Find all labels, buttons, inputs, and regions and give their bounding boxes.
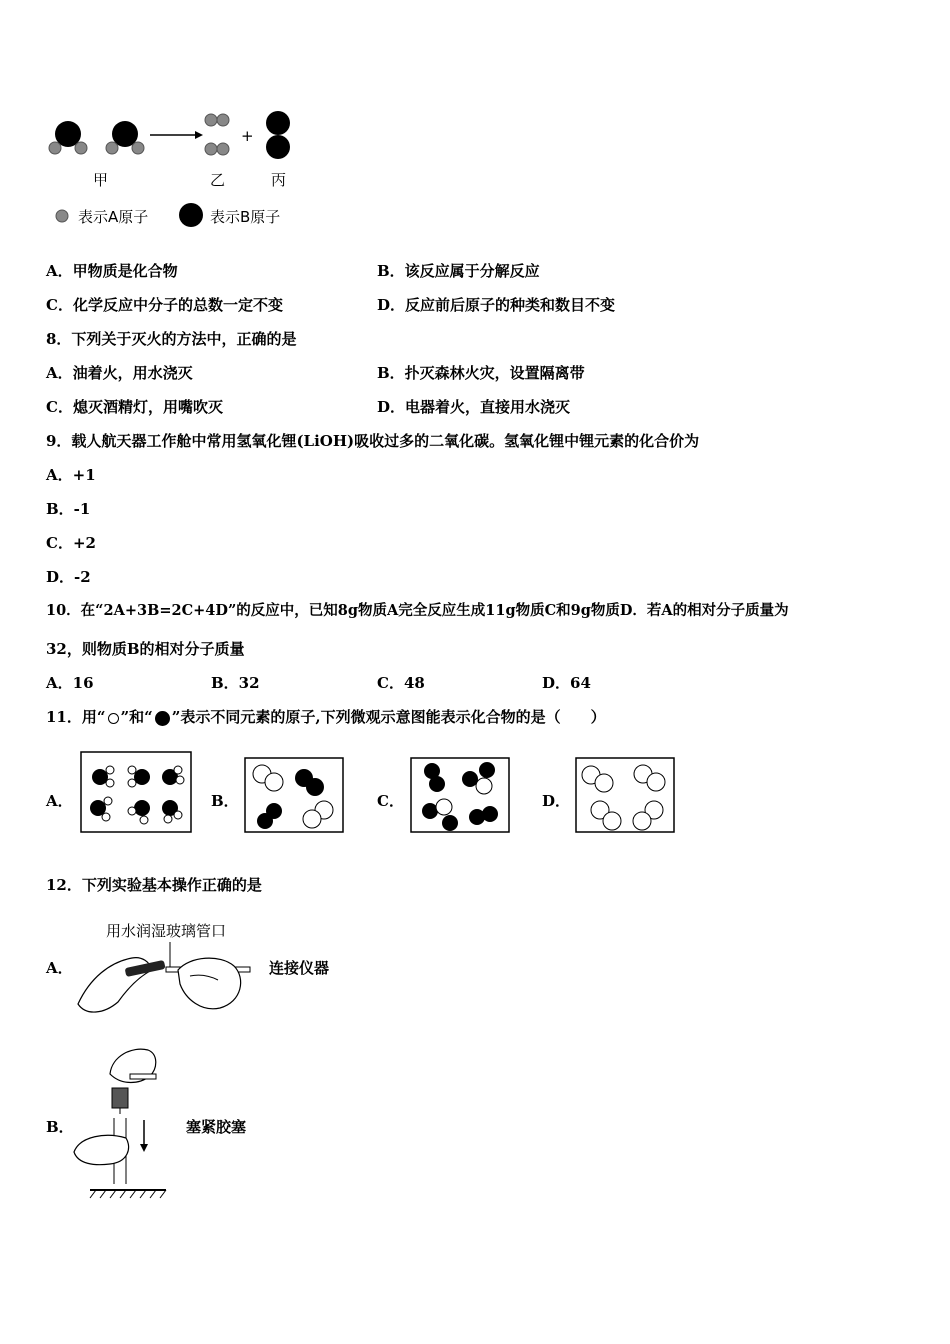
q10-stem-line1: 10．在“2A+3B=2C+4D”的反应中，已知8g物质A完全反应生成11g物质C和9g物质D．若A的相对分子质量为 xyxy=(46,602,789,619)
q11-stem xyxy=(46,707,606,727)
q10-option-d: D．64 xyxy=(542,674,591,692)
molecule-jia-1 xyxy=(49,121,87,154)
reaction-arrow xyxy=(150,131,203,139)
legend-a-text: 表示A原子 xyxy=(78,208,149,226)
q12-figure-a xyxy=(70,918,250,1018)
q11-option-b-label: B． xyxy=(211,792,239,810)
q9-option-d: D．-2 xyxy=(46,568,91,586)
legend-a-icon xyxy=(56,210,68,222)
q11-box-c xyxy=(410,757,510,833)
q9-stem: 9．载人航天器工作舱中常用氢氧化锂(LiOH)吸收过多的二氧化碳。氢氧化锂中锂元素的化合价为 xyxy=(46,432,700,450)
q11-stem-mid: ”和“ xyxy=(120,708,153,726)
q8-option-a: A．油着火，用水浇灭 xyxy=(46,364,193,382)
q12-option-b-label: B． xyxy=(46,1118,74,1136)
q7-option-d: D．反应前后原子的种类和数目不变 xyxy=(377,296,616,314)
q10-stem-line2: 32，则物质B的相对分子质量 xyxy=(46,640,245,658)
q10-option-c: C．48 xyxy=(377,674,425,692)
q11-option-c-label: C． xyxy=(377,792,404,810)
q7-option-a: A．甲物质是化合物 xyxy=(46,262,178,280)
reaction-diagram xyxy=(40,108,340,228)
label-jia: 甲 xyxy=(93,171,109,189)
q9-option-c: C．+2 xyxy=(46,534,96,552)
q8-option-c: C．熄灭酒精灯，用嘴吹灭 xyxy=(46,398,223,416)
q9-option-a: A．+1 xyxy=(46,466,96,484)
molecule-jia-2 xyxy=(106,121,144,154)
q11-box-d xyxy=(575,757,675,833)
legend-b-text: 表示B原子 xyxy=(210,208,281,226)
q7-option-b: B．该反应属于分解反应 xyxy=(377,262,540,280)
q8-option-d: D．电器着火，直接用水浇灭 xyxy=(377,398,571,416)
q11-box-b xyxy=(244,757,344,833)
q9-option-b: B．-1 xyxy=(46,500,91,518)
label-bing: 丙 xyxy=(271,171,287,189)
q12-option-a-label: A． xyxy=(46,959,73,977)
plus-sign: + xyxy=(241,127,254,145)
molecule-bing xyxy=(266,111,290,159)
q11-option-a-label: A． xyxy=(46,792,73,810)
q12-figure-b xyxy=(70,1044,170,1200)
q8-stem: 8．下列关于灭火的方法中，正确的是 xyxy=(46,330,297,348)
q11-box-a xyxy=(80,751,192,833)
legend-b-icon xyxy=(179,203,203,227)
q8-option-b: B．扑灭森林火灾，设置隔离带 xyxy=(377,364,585,382)
q7-option-c: C．化学反应中分子的总数一定不变 xyxy=(46,296,283,314)
label-yi: 乙 xyxy=(210,171,226,189)
q11-stem-prefix: 11．用“ xyxy=(46,708,106,726)
q10-option-a: A．16 xyxy=(46,674,94,692)
q11-stem-suffix: ”表示不同元素的原子,下列微观示意图能表示化合物的是（ ） xyxy=(171,708,606,726)
q10-option-b: B．32 xyxy=(211,674,260,692)
white-atom-icon xyxy=(108,713,119,724)
molecule-yi xyxy=(205,114,229,155)
q12-stem: 12．下列实验基本操作正确的是 xyxy=(46,876,262,894)
q11-option-d-label: D． xyxy=(542,792,571,810)
q12-option-a-caption: 连接仪器 xyxy=(269,959,330,977)
q12-option-b-caption: 塞紧胶塞 xyxy=(186,1118,247,1136)
black-atom-icon xyxy=(155,711,170,726)
q12-figure-a-text: 用水润湿玻璃管口 xyxy=(106,922,227,940)
